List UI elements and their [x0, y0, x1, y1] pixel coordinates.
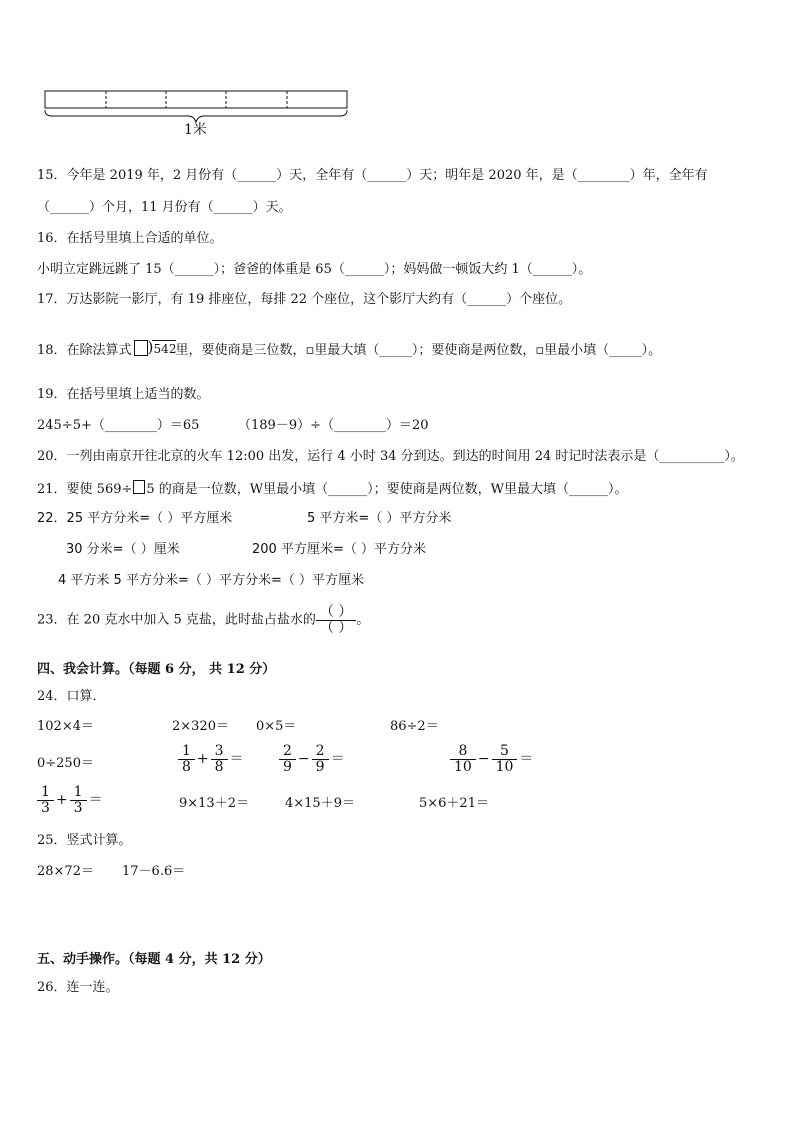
q23-text: 23．在 20 克水中加入 5 克盐，此时盐占盐水的	[37, 612, 316, 628]
q24-title: 24．口算．	[37, 689, 106, 704]
q22-row2a: 30 分米=（ ）厘米	[66, 542, 180, 557]
q19-title: 19．在括号里填上适当的数。	[37, 387, 210, 402]
section5-title: 五、动手操作。（每题 4 分，共 12 分）	[37, 952, 271, 967]
q26-title: 26．连一连。	[37, 980, 119, 995]
q25-title: 25．竖式计算。	[37, 833, 132, 848]
q21-suffix: 5 的商是一位数，W里最小填（______）；要使商是两位数，W里最大填（______）。	[146, 482, 628, 497]
q17-line: 17．万达影院一影厅，有 19 排座位，每排 22 个座位，这个影厅大约有（______）个座位。	[37, 292, 572, 307]
q18-prefix: 18．在除法算式	[37, 343, 132, 358]
q18-line	[37, 340, 661, 359]
q18-dividend: 542	[153, 342, 177, 356]
q15-line1: 15．今年是 2019 年，2 月份有（______）天，全年有（______）天；明年是 2020 年，是（________）年，全年有	[37, 168, 708, 183]
q24-row1-item: 2×320＝	[172, 719, 229, 734]
fraction: $\frac{5}{10}$	[494, 744, 516, 774]
q22-row1b: 5 平方米=（ ）平方分米	[307, 511, 452, 526]
q15-line2: （______）个月，11 月份有（______）天。	[37, 200, 292, 215]
division-overline	[152, 340, 176, 341]
blank-box	[134, 340, 148, 356]
q24-row3-item: 4×15＋9＝	[285, 796, 355, 811]
q24-row1-item: 102×4＝	[37, 719, 94, 734]
blank-box	[133, 480, 145, 494]
q16-title: 16．在括号里填上合适的单位。	[37, 231, 223, 246]
q22-row2b: 200 平方厘米=（ ）平方分米	[252, 542, 426, 557]
q24-row2-first: 0÷250＝	[37, 756, 94, 771]
q16-line: 小明立定跳远跳了 15（______）；爸爸的体重是 65（______）；妈妈做一顿饭大约 1（______）。	[37, 262, 592, 277]
q24-frac-expr-2: $\frac{2}{9}$ − $\frac{2}{9}$ ＝	[279, 744, 347, 774]
q25-item: 28×72＝	[37, 864, 94, 879]
ruler-figure	[44, 88, 348, 138]
fraction: $\frac{2}{9}$	[314, 744, 327, 774]
q23-numerator: （ ）	[319, 604, 353, 620]
q22-row3: 4 平方米 5 平方分米=（ ）平方分米=（ ）平方厘米	[58, 573, 364, 588]
fraction: $\frac{1}{3}$	[72, 785, 85, 815]
q24-frac-expr-4: $\frac{1}{3}$ + $\frac{1}{3}$ ＝	[37, 785, 105, 815]
q24-frac-expr-1: $\frac{1}{8}$ + $\frac{3}{8}$ ＝	[178, 744, 246, 774]
q21-prefix: 21．要使 569÷	[37, 482, 133, 497]
ruler-brace	[45, 110, 347, 122]
q23-tail: 。	[356, 612, 370, 628]
fraction: $\frac{1}{3}$	[39, 785, 52, 815]
division-sign: )	[147, 338, 154, 356]
q24-row3-item: 5×6＋21＝	[419, 796, 489, 811]
q24-frac-expr-3: $\frac{8}{10}$ − $\frac{5}{10}$ ＝	[450, 744, 535, 774]
section4-title: 四、我会计算。（每题 6 分， 共 12 分）	[37, 662, 276, 677]
fraction: $\frac{1}{8}$	[180, 744, 193, 774]
q24-row3-item: 9×13＋2＝	[179, 796, 249, 811]
q21-line	[37, 480, 628, 498]
q18-suffix: 里，要使商是三位数，▫里最大填（_____）；要使商是两位数，▫里最小填（_____）。	[175, 343, 662, 358]
q19-expr1: 245÷5+（________）＝65	[37, 418, 200, 433]
q24-row1-item: 0×5＝	[256, 719, 297, 734]
q19-expr2: （189－9）÷（________）＝20	[238, 418, 429, 433]
q20-line: 20．一列由南京开往北京的火车 12:00 出发，运行 4 小时 34 分到达。到达的时间用 24 时记时法表示是（__________）。	[37, 449, 744, 464]
q23-fraction	[318, 605, 354, 635]
q23-line	[37, 605, 369, 635]
fraction: $\frac{3}{8}$	[213, 744, 226, 774]
ruler-label: 1米	[184, 122, 207, 138]
q23-denominator: （ ）	[319, 619, 353, 636]
q22-row1a: 22．25 平方分米=（ ）平方厘米	[37, 511, 233, 526]
fraction: $\frac{2}{9}$	[281, 744, 294, 774]
q25-item: 17－6.6＝	[122, 864, 186, 879]
q24-row1-item: 86÷2＝	[390, 719, 439, 734]
division-bracket	[132, 340, 176, 358]
fraction: $\frac{8}{10}$	[452, 744, 474, 774]
